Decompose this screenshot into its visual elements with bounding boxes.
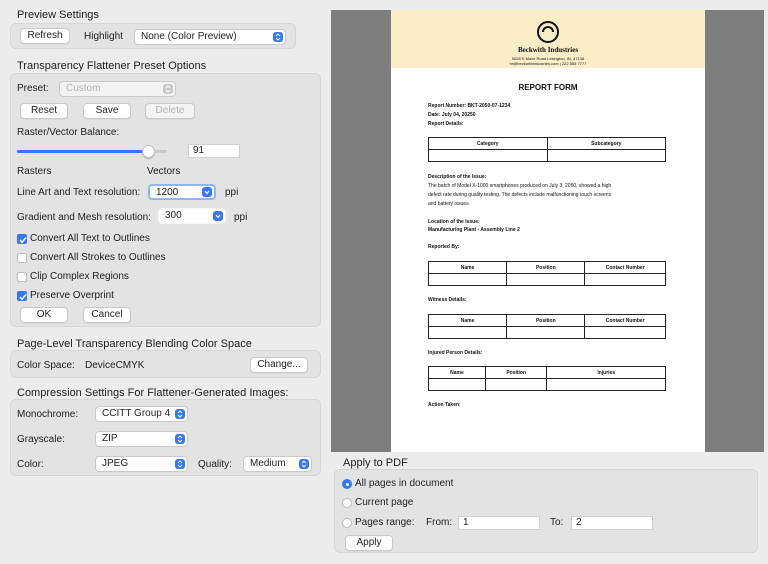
current-page-label: Current page [355, 497, 414, 508]
table-header-cell: Category [429, 138, 548, 150]
description-line: The batch of Model X-1000 smartphones produced on July 3, 2050, showed a high [428, 183, 612, 189]
gradient-label: Gradient and Mesh resolution: [17, 212, 151, 223]
blending-group [10, 350, 321, 378]
highlight-label: Highlight [84, 31, 123, 42]
table-cell [429, 274, 507, 286]
monochrome-label: Monochrome: [17, 409, 79, 420]
chevron-down-icon [213, 211, 223, 221]
location-value: Manufacturing Plant - Assembly Line 2 [428, 227, 520, 233]
action-heading: Action Taken: [428, 402, 461, 408]
from-label: From: [426, 517, 453, 528]
table-cell [547, 150, 666, 162]
preview-settings-group [10, 23, 296, 49]
table-header-cell: Position [507, 262, 585, 274]
cancel-button[interactable]: Cancel [83, 307, 131, 323]
flattener-title: Transparency Flattener Preset Options [17, 60, 207, 72]
balance-label: Raster/Vector Balance: [17, 127, 120, 138]
convert-text-checkbox[interactable] [17, 234, 27, 244]
reported-by-heading: Reported By: [428, 244, 460, 250]
compression-group [10, 399, 321, 476]
description-heading: Description of the Issue: [428, 174, 487, 180]
gradient-select[interactable] [158, 208, 226, 224]
apply-group [334, 469, 758, 553]
color-label: Color: [17, 459, 44, 470]
preset-select-value: Custom [66, 83, 101, 94]
description-line: defect rate during quality testing. The defects include malfunctioning touch screens [428, 192, 612, 198]
chevron-down-icon [202, 187, 212, 197]
color-space-value: DeviceCMYK [85, 360, 145, 371]
table-header-cell: Name [429, 367, 486, 379]
chevron-updown-icon [175, 434, 185, 444]
grayscale-label: Grayscale: [17, 434, 65, 445]
quality-select[interactable] [243, 456, 312, 472]
table-cell [547, 379, 666, 391]
witness-table [428, 314, 666, 339]
compression-title: Compression Settings For Flattener-Generated Images: [17, 387, 289, 399]
chevron-updown-icon [175, 459, 185, 469]
quality-label: Quality: [198, 459, 232, 470]
document-page [391, 10, 705, 452]
report-details-heading: Report Details: [428, 121, 464, 127]
description-line: and battery issues. [428, 201, 470, 207]
monochrome-select[interactable] [95, 406, 188, 422]
location-heading: Location of the Issue: [428, 219, 480, 225]
chevron-updown-icon [163, 84, 173, 94]
gradient-value: 300 [165, 210, 182, 221]
table-cell [507, 327, 585, 339]
save-button[interactable]: Save [83, 103, 131, 119]
grayscale-select[interactable] [95, 431, 188, 447]
chevron-updown-icon [175, 409, 185, 419]
ok-button[interactable]: OK [20, 307, 68, 323]
balance-slider-track[interactable] [17, 150, 167, 153]
line-art-select[interactable] [148, 184, 216, 200]
clip-complex-checkbox[interactable] [17, 272, 27, 282]
convert-text-label: Convert All Text to Outlines [30, 233, 150, 244]
blending-title: Page-Level Transparency Blending Color Space [17, 338, 252, 350]
color-select[interactable] [95, 456, 188, 472]
pages-range-label: Pages range: [355, 517, 415, 528]
rasters-label: Rasters [17, 166, 52, 177]
balance-slider-fill [17, 150, 148, 153]
company-contact: hr@beckwithindustries.com | 222 555 7777 [509, 61, 587, 66]
all-pages-radio[interactable] [342, 479, 352, 489]
table-cell [507, 274, 585, 286]
change-button[interactable]: Change... [250, 357, 308, 373]
vectors-label: Vectors [147, 166, 181, 177]
line-art-label: Line Art and Text resolution: [17, 187, 141, 198]
preserve-overprint-label: Preserve Overprint [30, 290, 114, 301]
refresh-button[interactable]: Refresh [20, 28, 70, 44]
line-art-value: 1200 [156, 187, 179, 198]
table-cell [485, 379, 547, 391]
report-title: REPORT FORM [518, 83, 578, 92]
chevron-updown-icon [273, 32, 283, 42]
all-pages-label: All pages in document [355, 478, 454, 489]
current-page-radio[interactable] [342, 498, 352, 508]
color-value: JPEG [102, 458, 129, 469]
reported-by-table [428, 261, 666, 286]
color-space-label: Color Space: [17, 360, 75, 371]
flattener-group [10, 73, 321, 327]
report-number: Report Number: BKT-2050-07-1234 [428, 103, 511, 109]
table-header-cell: Name [429, 315, 507, 327]
preset-select[interactable] [59, 81, 176, 97]
table-cell [585, 327, 666, 339]
apply-button[interactable]: Apply [345, 535, 393, 551]
balance-input[interactable]: 91 [188, 144, 240, 158]
preview-settings-title: Preview Settings [17, 9, 99, 21]
table-header-cell: Name [429, 262, 507, 274]
details-table [428, 137, 666, 162]
monochrome-value: CCITT Group 4 [102, 408, 171, 419]
company-address: 5028 E Mace Road Lexington, IN, 47138 [511, 56, 585, 61]
to-label: To: [550, 517, 564, 528]
injured-table [428, 366, 666, 391]
reset-button[interactable]: Reset [20, 103, 68, 119]
table-header-cell: Contact Number [585, 262, 666, 274]
quality-value: Medium [250, 458, 286, 469]
convert-strokes-label: Convert All Strokes to Outlines [30, 252, 166, 263]
table-header-cell: Injuries [547, 367, 666, 379]
balance-slider-thumb[interactable] [142, 145, 155, 158]
clip-complex-label: Clip Complex Regions [30, 271, 129, 282]
company-logo-icon [536, 20, 560, 44]
from-input[interactable]: 1 [458, 516, 540, 530]
table-header-cell: Contact Number [585, 315, 666, 327]
gradient-unit: ppi [234, 212, 248, 223]
table-cell [429, 327, 507, 339]
report-date: Date: July 04, 20250 [428, 112, 476, 118]
company-name: Beckwith Industries [517, 46, 579, 54]
preset-label: Preset: [17, 83, 49, 94]
highlight-select[interactable] [134, 29, 286, 45]
highlight-select-value: None (Color Preview) [141, 31, 237, 42]
injured-heading: Injured Person Details: [428, 350, 483, 356]
table-cell [429, 150, 548, 162]
table-header-cell: Position [507, 315, 585, 327]
convert-strokes-checkbox[interactable] [17, 253, 27, 263]
apply-title: Apply to PDF [343, 457, 408, 469]
table-cell [585, 274, 666, 286]
table-cell [429, 379, 486, 391]
line-art-unit: ppi [225, 187, 239, 198]
grayscale-value: ZIP [102, 433, 118, 444]
delete-button[interactable]: Delete [145, 103, 195, 119]
table-header-cell: Subcategory [547, 138, 666, 150]
table-header-cell: Position [485, 367, 547, 379]
chevron-updown-icon [299, 459, 309, 469]
to-input[interactable]: 2 [571, 516, 653, 530]
witness-heading: Witness Details: [428, 297, 467, 303]
pages-range-radio[interactable] [342, 518, 352, 528]
preserve-overprint-checkbox[interactable] [17, 291, 27, 301]
